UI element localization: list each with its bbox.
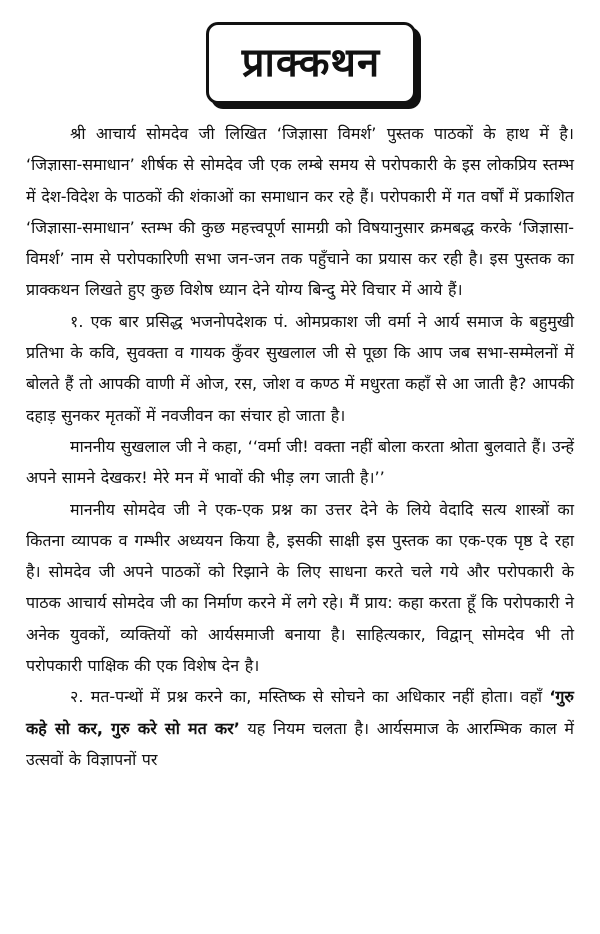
paragraph-3: माननीय सुखलाल जी ने कहा, ‘‘वर्मा जी! वक्ता नहीं बोला करता श्रोता बुलवाते हैं। उन्हें अपने सामने देखकर! मेरे मन में भावों की भीड़ लग जाती है।’’ bbox=[26, 436, 574, 488]
paragraph-5-end: यह नियम चलता है। आर्यसमाज के आरम्भिक काल में उत्सवों के विज्ञापनों पर bbox=[26, 718, 574, 769]
body-text bbox=[26, 118, 574, 775]
title-area bbox=[26, 0, 574, 118]
paragraph-1: श्री आचार्य सोमदेव जी लिखित ‘जिज्ञासा विमर्श’ पुस्तक पाठकों के हाथ में है। ‘जिज्ञासा-समाधान’ शीर्षक से सोमदेव जी एक लम्बे समय से परोपकारी के इस लोकप्रिय स्तम्भ में देश-विदेश के पाठकों की शंकाओं का समाधान कर रहे हैं। परोपकारी में गत वर्षों में प्रकाशित ‘जिज्ञासा-समाधान’ स्तम्भ की कुछ महत्त्वपूर्ण सामग्री को विषयानुसार क्रमबद्ध करके ‘जिज्ञासा-विमर्श’ नाम से परोपकारिणी सभा जन-जन तक पहुँचाने का प्रयास कर रही है। इस पुस्तक का प्राक्कथन लिखते हुए कुछ विशेष ध्यान देने योग्य बिन्दु मेरे विचार में आये हैं। bbox=[26, 124, 574, 300]
paragraph-2: १. एक बार प्रसिद्ध भजनोपदेशक पं. ओमप्रकाश जी वर्मा ने आर्य समाज के बहुमुखी प्रतिभा के कवि, सुवक्ता व गायक कुँवर सुखलाल जी से पूछा कि आप जब सभा-सम्मेलनों में बोलते हैं तो आपकी वाणी में ओज, रस, जोश व कण्ठ में मधुरता कहाँ से आ जाती है? आपकी दहाड़ सुनकर मृतकों में नवजीवन का संचार हो जाता है। bbox=[26, 311, 574, 425]
quoted-rule: ‘गुरु कहे सो कर, गुरु करे सो मत कर’ bbox=[26, 687, 574, 738]
paragraph-4: माननीय सोमदेव जी ने एक-एक प्रश्न का उत्तर देने के लिये वेदादि सत्य शास्त्रों का कितना व्यापक व गम्भीर अध्ययन किया है, इसकी साक्षी इस पुस्तक का एक-एक पृष्ठ दे रहा है। सोमदेव जी अपने पाठकों को रिझाने के लिए साधना करते चले गये और परोपकारी के पाठक आचार्य सोमदेव जी का निर्माण करने में लगे रहे। मैं प्राय: कहा करता हूँ कि परोपकारी ने अनेक युवकों, व्यक्तियों को आर्यसमाजी बनाया है। साहित्यकार, विद्वान् सोमदेव भी तो परोपकारी पाक्षिक की एक विशेष देन है। bbox=[26, 499, 574, 676]
paragraph-5 bbox=[26, 681, 574, 775]
paragraph-5-start: २. मत-पन्थों में प्रश्न करने का, मस्तिष्क से सोचने का अधिकार नहीं होता। वहाँ bbox=[70, 687, 550, 707]
title-box bbox=[206, 22, 416, 104]
page-title: प्राक्कथन bbox=[241, 40, 381, 86]
